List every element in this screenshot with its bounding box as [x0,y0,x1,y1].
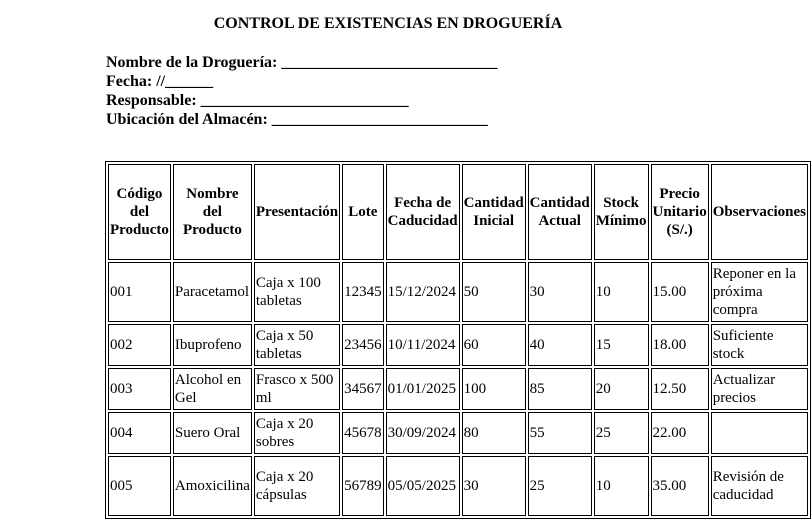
cell-precio-unitario: 18.00 [651,324,709,366]
cell-fecha-caducidad: 10/11/2024 [386,324,460,366]
cell-cantidad-actual: 30 [528,262,592,322]
cell-nombre: Amoxicilina [173,456,252,516]
header-precio-unitario: Precio Unitario (S/.) [651,164,709,260]
cell-observaciones: Revisión de caducidad [711,456,808,516]
cell-cantidad-actual: 40 [528,324,592,366]
cell-nombre: Alcohol en Gel [173,368,252,410]
cell-lote: 56789 [342,456,384,516]
drogueria-field: Nombre de la Droguería: ___________________________ [106,54,498,71]
table-row [108,412,808,454]
cell-nombre: Paracetamol [173,262,252,322]
cell-cantidad-inicial: 80 [462,412,526,454]
table-row [108,368,808,410]
table-row [108,262,808,322]
inventory-table [105,161,811,519]
ubicacion-field: Ubicación del Almacén: ___________________________ [106,111,488,128]
table-row [108,456,808,516]
header-cantidad-actual: Cantidad Actual [528,164,592,260]
cell-stock-minimo: 10 [594,262,649,322]
cell-observaciones [711,412,808,454]
cell-precio-unitario: 15.00 [651,262,709,322]
header-presentacion: Presentación [254,164,340,260]
cell-codigo: 003 [108,368,171,410]
header-stock-minimo: Stock Mínimo [594,164,649,260]
cell-codigo: 002 [108,324,171,366]
header-fields [106,53,497,129]
cell-lote: 45678 [342,412,384,454]
cell-cantidad-inicial: 50 [462,262,526,322]
cell-stock-minimo: 15 [594,324,649,366]
cell-fecha-caducidad: 30/09/2024 [386,412,460,454]
cell-cantidad-actual: 85 [528,368,592,410]
cell-presentacion: Caja x 20 cápsulas [254,456,340,516]
fecha-field: Fecha: //______ [106,73,214,90]
cell-lote: 23456 [342,324,384,366]
cell-codigo: 005 [108,456,171,516]
cell-precio-unitario: 35.00 [651,456,709,516]
cell-codigo: 001 [108,262,171,322]
responsable-field: Responsable: __________________________ [106,92,409,109]
cell-cantidad-inicial: 60 [462,324,526,366]
table-row [108,324,808,366]
cell-cantidad-actual: 25 [528,456,592,516]
cell-cantidad-inicial: 30 [462,456,526,516]
cell-codigo: 004 [108,412,171,454]
cell-presentacion: Frasco x 500 ml [254,368,340,410]
header-nombre: Nombre del Producto [173,164,252,260]
header-lote: Lote [342,164,384,260]
cell-stock-minimo: 10 [594,456,649,516]
cell-fecha-caducidad: 01/01/2025 [386,368,460,410]
document-title: CONTROL DE EXISTENCIAS EN DROGUERÍA [213,15,563,32]
cell-cantidad-actual: 55 [528,412,592,454]
cell-presentacion: Caja x 100 tabletas [254,262,340,322]
cell-precio-unitario: 12.50 [651,368,709,410]
cell-nombre: Suero Oral [173,412,252,454]
cell-presentacion: Caja x 50 tabletas [254,324,340,366]
cell-stock-minimo: 20 [594,368,649,410]
cell-presentacion: Caja x 20 sobres [254,412,340,454]
cell-fecha-caducidad: 15/12/2024 [386,262,460,322]
cell-observaciones: Reponer en la próxima compra [711,262,808,322]
cell-fecha-caducidad: 05/05/2025 [386,456,460,516]
header-codigo: Código del Producto [108,164,171,260]
header-cantidad-inicial: Cantidad Inicial [462,164,526,260]
table-header-row [108,164,808,260]
cell-lote: 12345 [342,262,384,322]
cell-stock-minimo: 25 [594,412,649,454]
cell-precio-unitario: 22.00 [651,412,709,454]
cell-observaciones: Suficiente stock [711,324,808,366]
cell-observaciones: Actualizar precios [711,368,808,410]
cell-lote: 34567 [342,368,384,410]
cell-nombre: Ibuprofeno [173,324,252,366]
header-observaciones: Observaciones [711,164,808,260]
cell-cantidad-inicial: 100 [462,368,526,410]
header-fecha-caducidad: Fecha de Caducidad [386,164,460,260]
